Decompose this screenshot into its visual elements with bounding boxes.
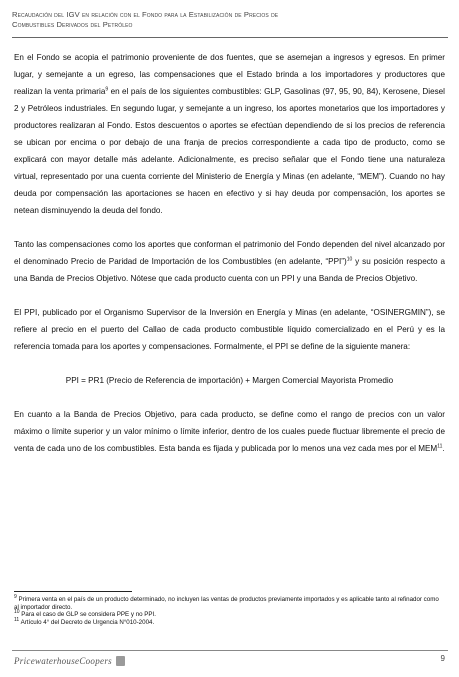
logo-mark-icon	[116, 656, 125, 666]
page-number: 9	[440, 654, 445, 663]
paragraph-banda-precios	[14, 406, 445, 457]
document-body	[14, 49, 445, 457]
company-logo	[14, 655, 125, 667]
footnote-ref-11: 11	[437, 443, 443, 450]
header-title-line1: Recaudación del IGV en relación con el Fondo para la Estabilización de Precios de	[12, 10, 279, 19]
paragraph-text: .	[442, 444, 445, 453]
footnote-number: 9	[14, 593, 17, 600]
footnotes	[14, 593, 445, 626]
footnote-10	[14, 611, 445, 619]
footnote-ref-10: 10	[346, 256, 353, 263]
footnote-divider	[14, 591, 132, 592]
footnote-9	[14, 593, 445, 611]
paragraph-text: En el Fondo se acopia el patrimonio proveniente de dos fuentes, que se asemejan a ingresos y egresos. En primer lugar, y semejante a un egreso, las compensaciones que el Estado brinda a los importadores y productores que realizan la venta primaria	[14, 53, 445, 96]
footer-divider	[12, 650, 448, 651]
footnote-text: Artículo 4° del Decreto de Urgencia N°010-2004.	[19, 618, 155, 626]
paragraph-fondo-patrimonio	[14, 49, 445, 219]
ppi-formula: PPI = PR1 (Precio de Referencia de importación) + Margen Comercial Mayorista Promedio	[65, 376, 394, 385]
footnote-ref-9: 9	[105, 86, 109, 93]
footnote-number: 11	[14, 616, 20, 623]
footnote-11	[14, 616, 445, 627]
logo-text: PricewaterhouseCoopers	[14, 656, 112, 666]
paragraph-text: Tanto las compensaciones como los aportes que conforman el patrimonio del Fondo dependen del nivel alcanzado por el denominado Precio de Paridad de Importación de los Combustibles (en adelante, “PPI”)	[14, 240, 445, 266]
footnote-text: Para el caso de GLP se considera PPE y no PPI.	[19, 611, 156, 619]
paragraph-compensaciones	[14, 236, 445, 287]
paragraph-text: y su posición respecto a una Banda de Precios Objetivo. Nótese que cada producto cuenta con un PPI y una Banda de Precios Objetivo.	[14, 257, 445, 283]
header-title-line2: Combustibles Derivados del Petróleo	[12, 20, 133, 29]
running-header	[12, 10, 448, 30]
paragraph-ppi: El PPI, publicado por el Organismo Supervisor de la Inversión en Energía y Minas (en adelante, “OSINERGMIN”), se refiere al precio en el puerto del Callao de cada producto combustible líquido comercializado en el Perú y es la referencia tomada para los aportes y compensaciones. Formalmente, el PPI se define de la siguiente manera:	[14, 308, 445, 351]
footnote-number: 10	[14, 609, 20, 616]
paragraph-text: en el país de los siguientes combustibles: GLP, Gasolinas (97, 95, 90, 84), Kerosene, Diesel 2 y Petróleos industriales. En segundo lugar, y semejante a un ingreso, los aportes monetarios que los importadores y productores realizaran al Fondo. Estos descuentos o aportes se efectúan dependiendo de si los precios de referencia se ubican por encima o por debajo de una franja de precios correspondiente a cada tipo de producto, como se explicará con mayor detalle más adelante. Adicionalmente, es preciso señalar que el Fondo tiene una naturaleza virtual, representado por una cuenta corriente del Ministerio de Energía y Minas (en adelante, “MEM”). Cuando no hay deuda por compensación las aportaciones se hacen en efectivo y si hay deuda por compensación, los aportes se netean disminuyendo la deuda del fondo.	[14, 87, 445, 215]
header-divider	[12, 37, 448, 38]
footnote-text: Primera venta en el país de un producto determinado, no incluyen las ventas de productos previamente importados y es aplicable tanto al refinador como al importador directo.	[14, 596, 439, 611]
paragraph-text: En cuanto a la Banda de Precios Objetivo, para cada producto, se define como el rango de precios con un valor máximo o límite superior y un valor mínimo o límite inferior, dentro de los cuales puede fluctuar libremente el precio de venta de cada uno de los combustibles. Esta banda es fijada y publicada por lo menos una vez cada mes por el MEM	[14, 410, 445, 453]
